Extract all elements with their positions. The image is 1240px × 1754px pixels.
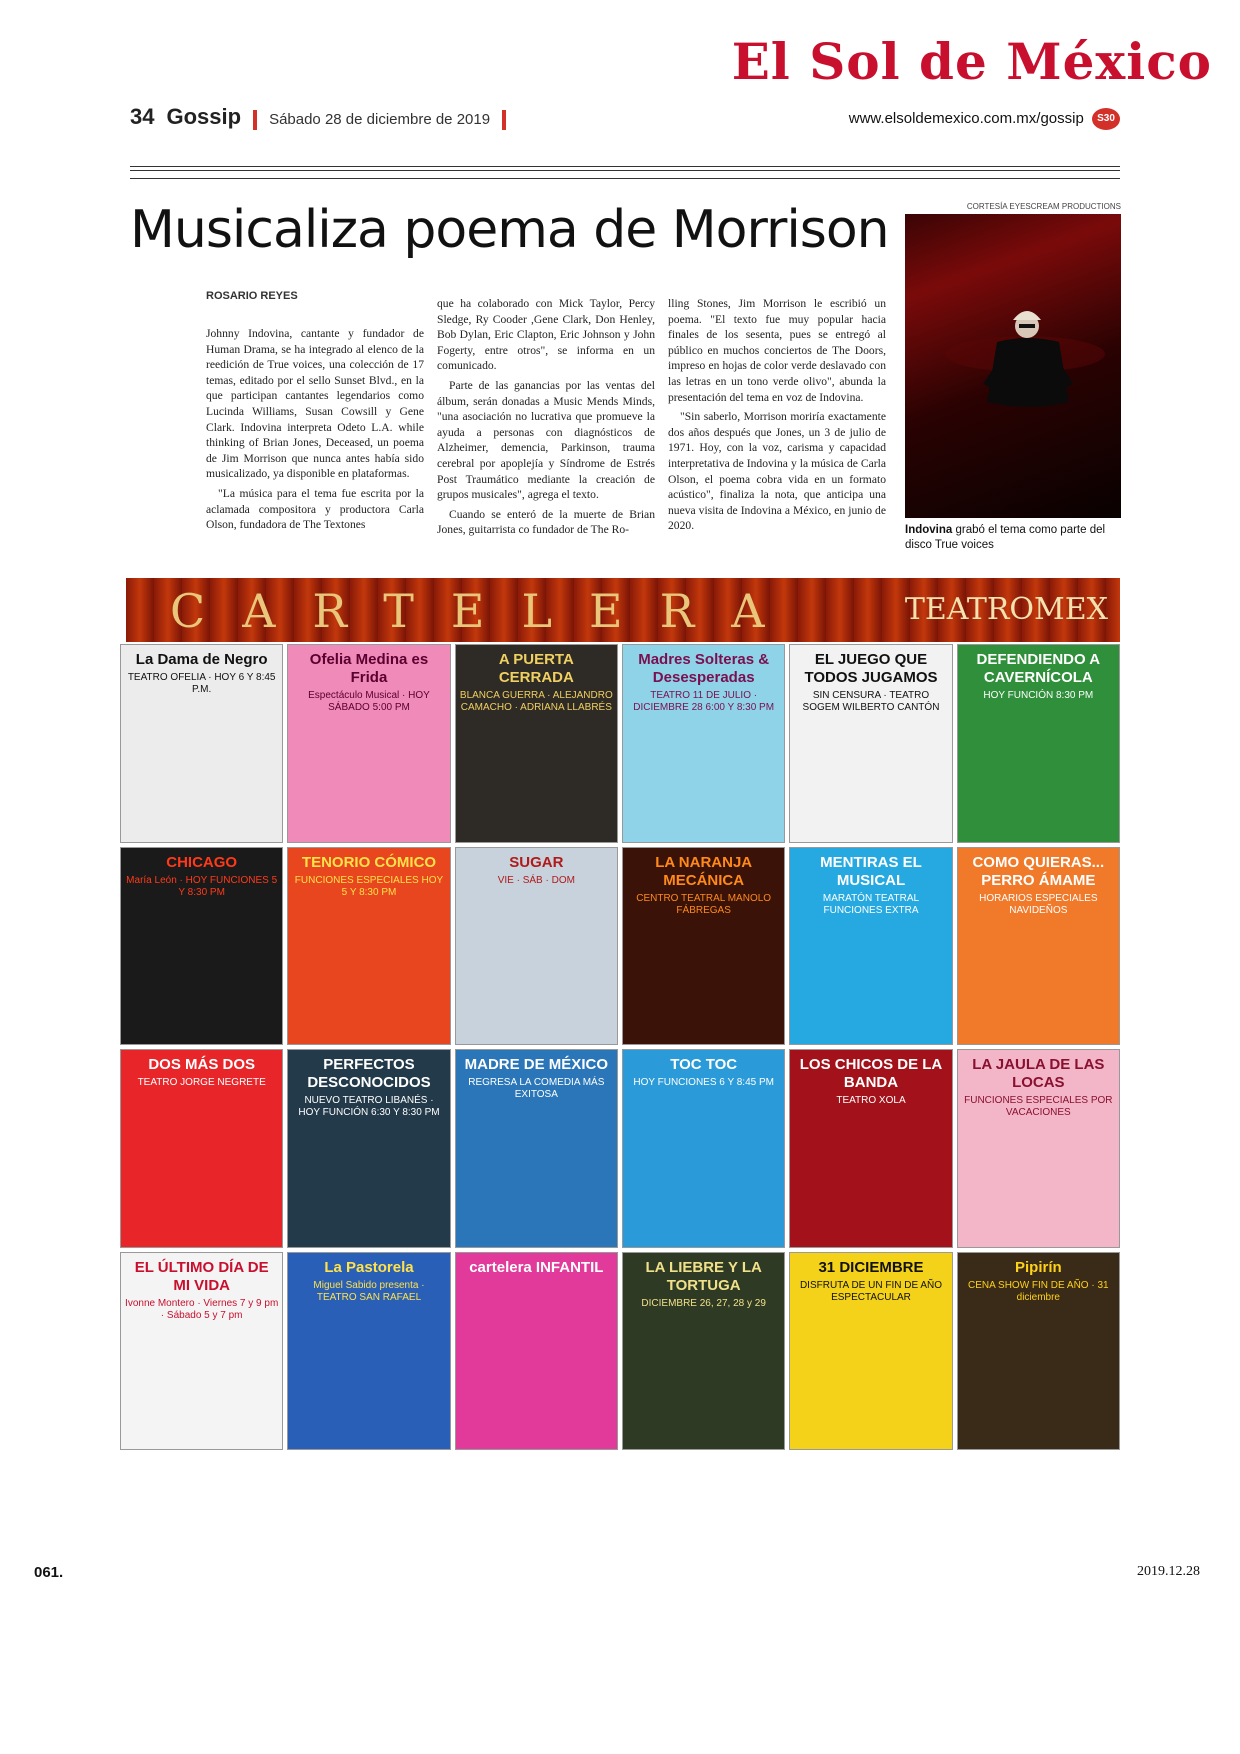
show-details: VIE · SÁB · DOM [497,874,575,886]
page-header [130,104,1120,138]
show-details: HOY FUNCIÓN 8:30 PM [983,690,1094,701]
show-title: MENTIRAS EL MUSICAL [820,853,922,889]
clip-date: 2019.12.28 [1137,1564,1200,1579]
article-column-2 [437,296,655,542]
show-details: CENA SHOW FIN DE AÑO · 31 diciembre [968,1279,1109,1303]
top-rule [130,166,1120,167]
caption-name: Indovina [905,524,953,536]
show-ad-tile [287,1252,450,1451]
paragraph: lling Stones, Jim Morrison le escribió un poema. "El texto fue muy popular hacia finales de los sesenta, pues se entregó al público en muchos conciertos de The Doors, impreso en hojas de color verde deslavado con las letras en un tono verde olivo", abunda la presentación del tema en voz de Indovina. [668,297,886,404]
paragraph: que ha colaborado con Mick Taylor, Percy Sledge, Ry Cooder ,Gene Clark, Don Henley, Bob Dylan, Eric Clapton, Eric Johnson y John Fogerty, entre otros", se informa en un comunicado. [437,297,655,373]
show-title: TENORIO CÓMICO [301,853,437,871]
cartelera-grid [120,644,1120,1450]
masthead-logo: El Sol de México [731,32,1212,91]
show-ad-tile [789,847,952,1046]
show-title: SUGAR [509,853,564,871]
show-ad-tile [287,1049,450,1248]
show-ad-tile [622,847,785,1046]
show-ad-tile [789,644,952,843]
show-title: Ofelia Medina es Frida [309,651,429,686]
show-title: TOC TOC [670,1056,738,1073]
show-details: TEATRO JORGE NEGRETE [137,1077,266,1088]
show-details: SIN CENSURA · TEATRO SOGEM WILBERTO CANTÓN [802,690,940,713]
photo-caption [905,523,1121,553]
show-ad-tile [789,1049,952,1248]
show-title: cartelera INFANTIL [469,1258,604,1276]
cartelera-title: CARTELERA [170,584,802,638]
show-details: HOY FUNCIONES 6 Y 8:45 PM [633,1077,774,1088]
show-ad-tile [957,644,1120,843]
show-title: EL ÚLTIMO DÍA DE MI VIDA [134,1258,269,1294]
show-details: TEATRO XOLA [836,1095,906,1106]
show-title: LA NARANJA MECÁNICA [655,853,753,889]
article-byline: ROSARIO REYES [206,290,298,302]
teatromex-logo: TEATROMEX [904,592,1108,627]
show-details: TEATRO OFELIA · HOY 6 Y 8:45 P.M. [127,672,276,695]
show-title: COMO QUIERAS... PERRO ÁMAME [972,853,1105,889]
paragraph: Johnny Indovina, cantante y fundador de Human Drama, se ha integrado al elenco de la reedición de True voices, una colección de 17 temas, editado por el sello Sunset Blvd., en la que participan cantantes legendarios como Lucinda Williams, Susan Cowsill y Gene Clark. Indovina interpreta Odeto L.A. while thinking of Brian Jones, Deceased, un poema de Jim Morrison que nunca antes había sido musicalizado, ya disponible en plataformas. [206,327,424,481]
page-number: 34 [130,104,155,129]
show-ad-tile [622,1252,785,1451]
show-ad-tile [789,1252,952,1451]
top-rule [130,178,1120,179]
show-ad-tile [120,644,283,843]
show-ad-tile [455,847,618,1046]
section-name: Gossip [166,104,242,129]
show-ad-tile [455,1252,618,1451]
paragraph: Parte de las ganancias por las ventas del álbum, serán donadas a Music Mends Minds, "una asociación no lucrativa que promueve la ayuda a personas con diagnósticos de Alzheimer, demencia, Parkinson, trauma cerebral por apoplejía y Síndrome de Estrés Post Traumático mediante la creación de grupos musicales", agrega el texto. [437,378,655,502]
show-ad-tile [287,847,450,1046]
show-ad-tile [120,1252,283,1451]
show-details: MARATÓN TEATRAL FUNCIONES EXTRA [822,892,920,916]
top-rule [130,170,1120,171]
article-column-1 [206,326,424,537]
header-separator [253,110,257,130]
show-details: Ivonne Montero · Viernes 7 y 9 pm · Sábado 5 y 7 pm [125,1297,279,1321]
show-details [456,1277,617,1280]
show-title: MADRE DE MÉXICO [464,1056,608,1073]
show-title: LA LIEBRE Y LA TORTUGA [645,1258,762,1294]
show-title: LA JAULA DE LAS LOCAS [972,1056,1105,1091]
show-title: PERFECTOS DESCONOCIDOS [307,1056,431,1091]
section-url-text[interactable]: www.elsoldemexico.com.mx/gossip [848,109,1084,127]
show-title: CHICAGO [166,853,238,871]
article-column-3 [668,296,886,538]
section-badge: S30 [1092,108,1120,130]
show-details: REGRESA LA COMEDIA MÁS EXITOSA [468,1077,605,1100]
issue-date: Sábado 28 de diciembre de 2019 [269,111,491,128]
paragraph: "Sin saberlo, Morrison moriría exactamente dos años después que Jones, un 3 de julio de 1971. Hoy, con la voz, carisma y capacidad interpretativa de Indovina y la música de Carla Olson, el poema cobra vida en un formato acústico", finaliza la nota, que anticipa una nueva visita de Indovina a México, en junio de 2020. [668,410,886,533]
show-title: EL JUEGO QUE TODOS JUGAMOS [804,651,938,686]
show-ad-tile [120,1049,283,1248]
show-title: Pipirín [1014,1258,1062,1276]
show-details: TEATRO 11 DE JULIO · DICIEMBRE 28 6:00 Y 8:30 PM [633,690,775,713]
caption-text: grabó el tema como parte del disco True voices [905,524,1106,551]
show-details: DICIEMBRE 26, 27, 28 y 29 [641,1297,766,1309]
show-details: Espectáculo Musical · HOY SÁBADO 5:00 PM [308,690,430,713]
show-details: DISFRUTA DE UN FIN DE AÑO ESPECTACULAR [799,1279,943,1303]
show-ad-tile [287,644,450,843]
article-photo [905,214,1121,518]
paragraph: "La música para el tema fue escrita por la aclamada compositora y productora Carla Olson, fundadora de The Textones [206,486,424,532]
photo-credit: CORTESÍA EYESCREAM PRODUCTIONS [966,202,1121,211]
show-details: HORARIOS ESPECIALES NAVIDEÑOS [979,892,1098,916]
show-title: Madres Solteras & Desesperadas [638,651,770,686]
article-headline: Musicaliza poema de Morrison [130,200,889,260]
show-title: DOS MÁS DOS [148,1056,255,1073]
show-ad-tile [455,644,618,843]
show-details: NUEVO TEATRO LIBANÉS · HOY FUNCIÓN 6:30 Y 8:30 PM [298,1095,440,1118]
show-ad-tile [622,644,785,843]
show-details: FUNCIONES ESPECIALES HOY 5 Y 8:30 PM [294,874,444,898]
show-ad-tile [622,1049,785,1248]
show-title: LOS CHICOS DE LA BANDA [799,1056,943,1091]
show-details: María León · HOY FUNCIONES 5 Y 8:30 PM [126,874,278,898]
header-separator [502,110,506,130]
singer-silhouette-icon [905,214,1121,518]
show-details: CENTRO TEATRAL MANOLO FÁBREGAS [636,892,772,916]
show-ad-tile [957,1049,1120,1248]
show-title: La Dama de Negro [135,651,268,668]
show-ad-tile [120,847,283,1046]
show-title: A PUERTA CERRADA [498,651,574,686]
show-details: Miguel Sabido presenta · TEATRO SAN RAFAEL [313,1279,425,1303]
show-ad-tile [957,847,1120,1046]
show-title: 31 DICIEMBRE [818,1258,924,1276]
show-details: FUNCIONES ESPECIALES POR VACACIONES [964,1095,1113,1118]
show-ad-tile [957,1252,1120,1451]
section-url[interactable] [849,108,1120,130]
paragraph: Cuando se enteró de la muerte de Brian Jones, guitarrista co fundador de The Ro- [437,507,655,537]
show-ad-tile [455,1049,618,1248]
show-title: DEFENDIENDO A CAVERNÍCOLA [976,651,1101,686]
show-title: La Pastorela [324,1258,414,1276]
clip-id: 061. [34,1564,64,1581]
show-details: BLANCA GUERRA · ALEJANDRO CAMACHO · ADRIANA LLABRÉS [459,690,613,713]
